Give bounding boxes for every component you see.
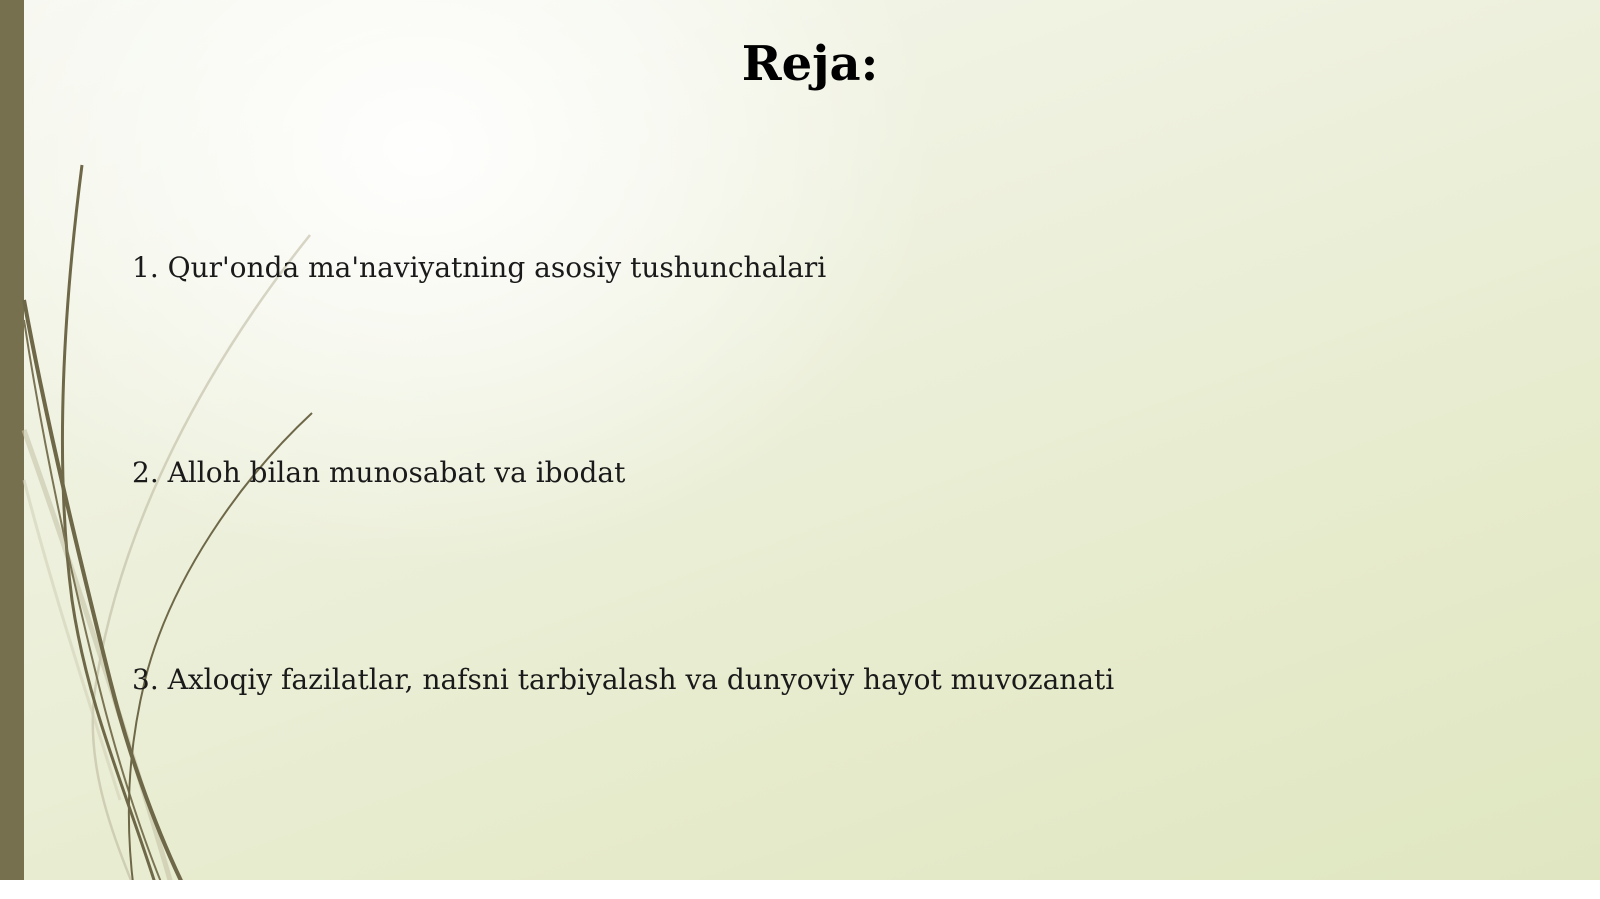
plan-item-3: 3. Axloqiy fazilatlar, nafsni tarbiyalash va dunyoviy hayot muvozanati <box>132 663 1115 696</box>
bottom-edge <box>0 880 1600 899</box>
plan-item-2: 2. Alloh bilan munosabat va ibodat <box>132 456 626 489</box>
slide-title: Reja: <box>741 36 879 92</box>
plan-item-1: 1. Qur'onda ma'naviyatning asosiy tushunchalari <box>132 251 827 284</box>
grass-stroke-decoration <box>0 0 400 899</box>
